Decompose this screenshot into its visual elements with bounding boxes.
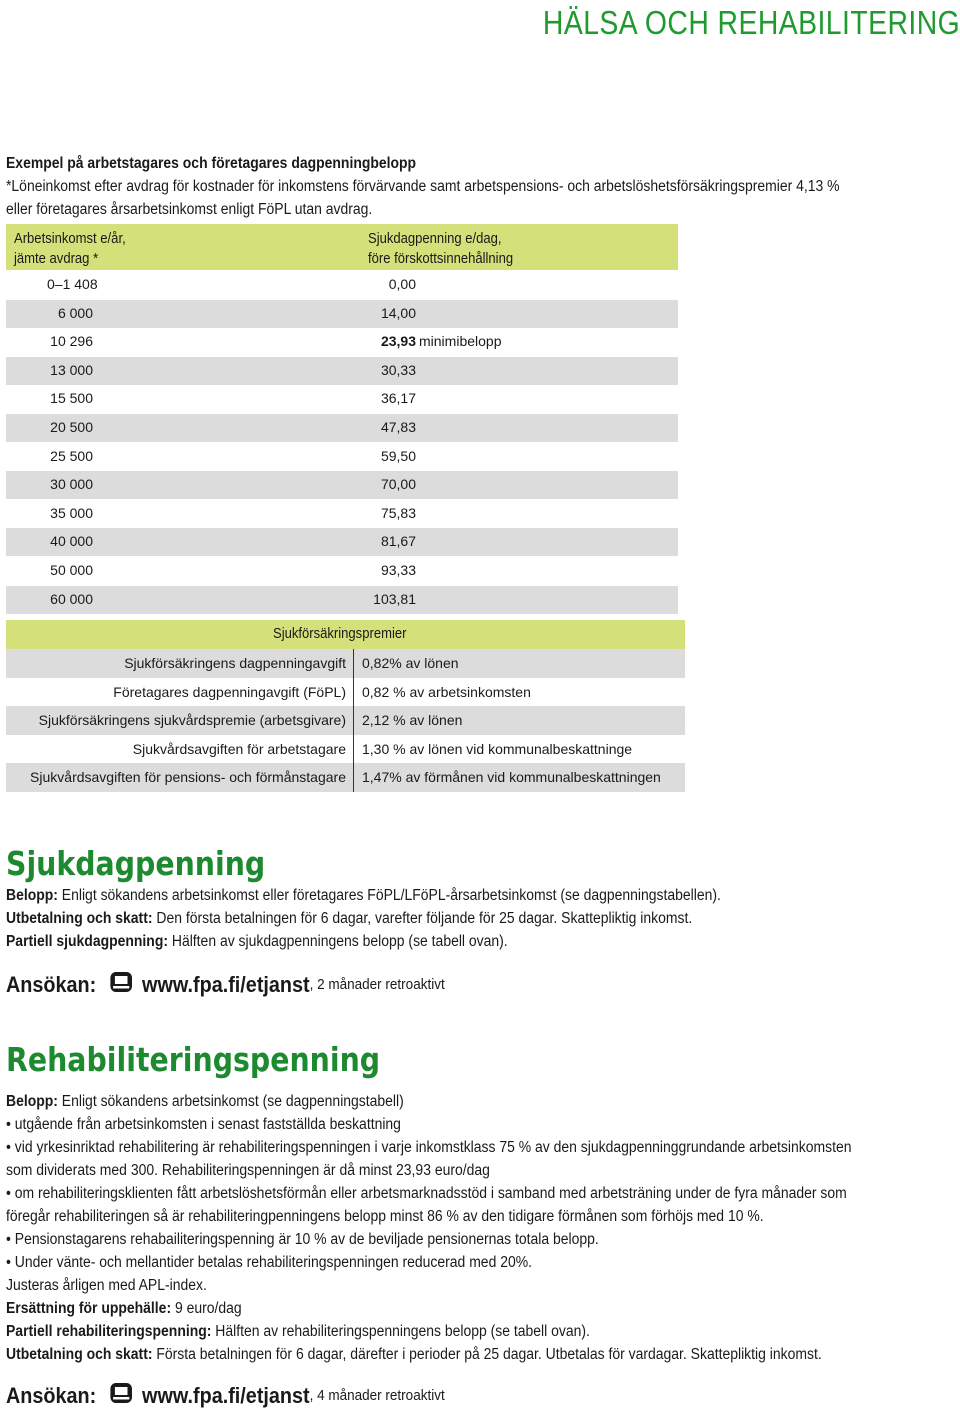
- application-link[interactable]: www.fpa.fi/etjanst: [142, 1382, 310, 1408]
- laptop-icon: [109, 1382, 132, 1409]
- table-row: [6, 443, 678, 471]
- minimum-note: minimibelopp: [419, 333, 502, 350]
- income-cell: 20 500: [50, 419, 93, 435]
- allowance-cell: 81,67: [380, 533, 416, 550]
- table-row: [6, 500, 678, 528]
- premiums-table-title: Sjukförsäkringspremier: [273, 626, 407, 642]
- premiums-table-header: [6, 620, 685, 649]
- daily-allowance-table-header: [6, 224, 678, 270]
- allowance-cell: 59,50: [380, 447, 416, 464]
- premium-label: Sjukvårdsavgiften för arbetstagare: [132, 740, 346, 757]
- rehabiliteringspenning-heading: Rehabiliteringspenning: [6, 1040, 381, 1079]
- income-cell: 15 500: [50, 390, 93, 407]
- table-row: [6, 414, 678, 442]
- income-cell: 6 000: [57, 304, 93, 321]
- income-column-header: Arbetsinkomst e/år, jämte avdrag *: [14, 231, 126, 267]
- application-label: Ansökan:: [6, 971, 97, 997]
- income-cell: 10 296: [50, 333, 93, 350]
- premium-row: [6, 763, 685, 792]
- allowance-column-header: Sjukdagpenning e/dag, före förskottsinnehållning: [368, 231, 514, 267]
- allowance-cell: 47,83: [380, 419, 416, 435]
- premium-label: Sjukförsäkringens sjukvårdspremie (arbetsgivare): [38, 712, 346, 729]
- premium-label: Sjukvårdsavgiften för pensions- och förmånstagare: [30, 769, 346, 786]
- allowance-cell: 30,33: [380, 361, 416, 378]
- allowance-cell: 70,00: [380, 476, 416, 493]
- allowance-cell: 0,00: [388, 276, 416, 292]
- application-link[interactable]: www.fpa.fi/etjanst: [142, 971, 310, 997]
- allowance-cell: 103,81: [373, 590, 416, 607]
- allowance-cell: 75,83: [380, 504, 416, 521]
- premium-value: 1,47% av förmånen vid kommunalbeskattningen: [362, 769, 661, 786]
- income-cell: 13 000: [50, 361, 93, 378]
- premium-value: 1,30 % av lönen vid kommunalbeskattninge: [362, 740, 633, 757]
- income-cell: 30 000: [50, 476, 93, 493]
- premium-value: 0,82% av lönen: [362, 655, 459, 671]
- sjukdagpenning-heading: Sjukdagpenning: [6, 844, 266, 883]
- table-row: [6, 586, 678, 614]
- allowance-cell: 23,93: [380, 333, 416, 350]
- income-cell: 60 000: [50, 590, 93, 607]
- income-cell: 40 000: [50, 533, 93, 550]
- income-cell: 50 000: [50, 562, 93, 578]
- premium-row: [6, 735, 685, 764]
- table-row: [6, 471, 678, 499]
- page-header-title: HÄLSA OCH REHABILITERING: [542, 4, 960, 41]
- table-row: [6, 357, 678, 385]
- table-row: [6, 328, 678, 356]
- income-cell: 0–1 408: [47, 276, 98, 292]
- table-row: [6, 385, 678, 413]
- premiums-table-divider: [353, 649, 354, 792]
- sjukdagpenning-application: Ansökan: www.fpa.fi/etjanst, 2 månader retroaktivt: [6, 971, 445, 997]
- intro-text: [6, 152, 960, 221]
- premium-value: 0,82 % av arbetsinkomsten: [362, 683, 531, 700]
- intro-heading: Exempel på arbetstagares och företagares dagpenningbelopp: [6, 155, 417, 172]
- income-cell: 35 000: [50, 504, 93, 521]
- premium-row: [6, 706, 685, 735]
- rehabiliteringspenning-info: Belopp: Enligt sökandens arbetsinkomst (se dagpenningstabell) • utgående från arbetsinkomsten i senast fastställda beskattning • vid yrkesinriktad rehabilitering är rehabiliteringspenningen i varje inkomstklass 75 % av den sjukdagpenninggrundande arbetsinkomsten som dividerats med 300. Rehabiliteringspenningen är då minst 23,93 euro/dag • om rehabiliteringsklienten fått arbetslöshetsförmån eller arbetsmarknadsstöd i samband med arbetsträning under de fyra månader som föregår rehabiliteringen så är rehabiliteringpenningens belopp minst 86 % av den tidigare förmånen som förhöjs med 10 %. • Pensionstagarens rehabailiteringspenning är 10 % av de beviljade pensionernas totala belopp. • Under vänte- och mellantider betalas rehabiliteringspenningen reducerad med 20%. Justeras årligen med APL-index. Ersättning för uppehälle: 9 euro/dag Partiell rehabiliteringspenning: Hälften av rehabiliteringspenningens belopp (se tabell ovan). Utbetalning och skatt: Första betalningen för 6 dagar, därefter i perioder på 25 dagar. Utbetalas för vardagar. Skattepliktig inkomst.: [6, 1093, 852, 1363]
- rehab-application: Ansökan: www.fpa.fi/etjanst, 4 månader retroaktivt: [6, 1382, 445, 1408]
- premium-row: [6, 678, 685, 707]
- premium-label: Sjukförsäkringens dagpenningavgift: [124, 655, 346, 671]
- sjukdagpenning-info: Belopp: Enligt sökandens arbetsinkomst eller företagares FöPL/LFöPL-årsarbetsinkomst (se dagpenningstabellen). Utbetalning och skatt: Den första betalningen för 6 dagar, varefter följande för 25 dagar. Skattepliktig inkomst. Partiell sjukdagpenning: Hälften av sjukdagpenningens belopp (se tabell ovan).: [6, 887, 721, 950]
- table-row: [6, 528, 678, 556]
- table-row: [6, 271, 678, 299]
- intro-line-1: *Löneinkomst efter avdrag för kostnader för inkomstens förvärvande samt arbetspensions- och arbetslöshetsförsäkringspremier 4,13 %: [6, 178, 840, 195]
- income-cell: 25 500: [50, 447, 93, 464]
- table-row: [6, 557, 678, 585]
- premium-label: Företagares dagpenningavgift (FöPL): [113, 683, 346, 700]
- laptop-icon: [109, 971, 132, 998]
- premium-value: 2,12 % av lönen: [362, 712, 463, 729]
- intro-line-2: eller företagares årsarbetsinkomst enligt FöPL utan avdrag.: [6, 201, 373, 218]
- allowance-cell: 14,00: [380, 304, 416, 321]
- application-label: Ansökan:: [6, 1382, 97, 1408]
- allowance-cell: 36,17: [380, 390, 416, 407]
- allowance-cell: 93,33: [380, 562, 416, 578]
- table-row: [6, 300, 678, 328]
- premium-row: [6, 649, 685, 678]
